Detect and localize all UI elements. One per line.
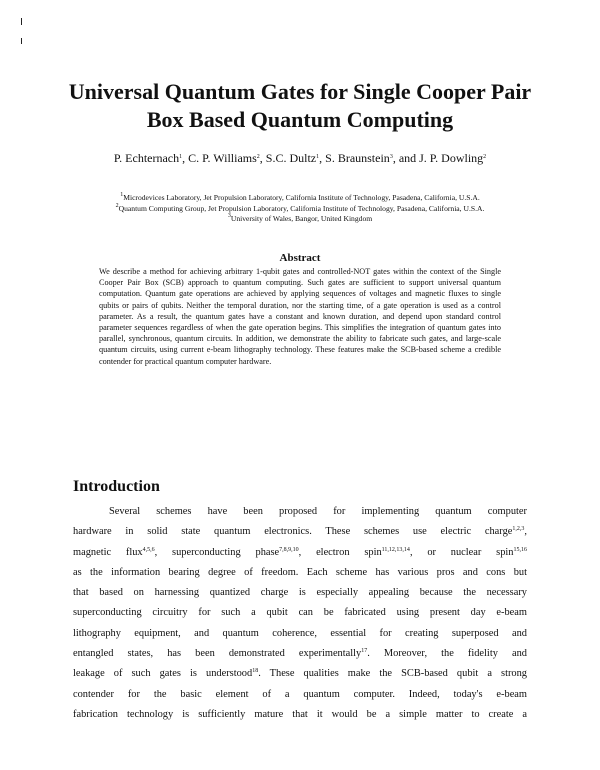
intro-text: . Moreover, the fidelity and [367,648,527,660]
title-line-2: Box Based Quantum Computing [146,107,454,132]
intro-line [73,664,527,684]
intro-line [73,543,527,563]
intro-text: hardware in solid state quantum electronics. These schemes use electric charge [73,526,513,538]
affiliation-text: Microdevices Laboratory, Jet Propulsion Laboratory, California Institute of Technology, Pasadena, California, U.S.A. [123,193,480,202]
affiliation-mark: 2 [115,202,119,209]
intro-line [73,603,527,623]
author-name: P. Echternach [113,151,180,165]
author-affiliation-mark: 2 [256,154,260,160]
introduction-body [73,502,527,725]
author-affiliation-mark: 1 [179,154,183,160]
author-name: S. Braunstein [325,151,390,165]
intro-line [73,502,527,522]
intro-text: as the information bearing degree of freedom. Each scheme has various pros and cons but [73,566,527,578]
author-name: J. P. Dowling [419,151,484,165]
intro-text: , electron spin [298,546,382,558]
intro-text: entangled states, has been demonstrated experimentally [73,648,362,660]
intro-line [73,583,527,603]
author-name: S.C. Dultz [265,151,317,165]
intro-line [73,522,527,542]
intro-text: , [524,526,527,538]
abstract-text: We describe a method for achieving arbitrary 1-qubit gates and controlled-NOT gates within the context of the Single Cooper Pair Box (SCB) approach to quantum computing. Such gates are sufficient to support universal quantum computation. Quantum gate operations are achieved by applying sequences of voltages and magnetic fluxes to single qubits or pairs of qubits. Neither the temporal duration, nor the starting time, of a gate operation is used as a control parameter. As a result, the quantum gates have a constant and known duration, and depend upon standard control parameter sequences regardless of when the gate operation begins. This simplifies the integration of quantum gates into parallel, synchronous, quantum circuits. In addition, we demonstrate the ability to fabricate such gates, and large-scale quantum circuits, using current e-beam lithography technology. These features make the SCB-based scheme a credible contender for practical quantum computer hardware. [99,267,501,366]
citation-ref: 17 [361,648,368,655]
citation-ref: 11,12,13,14 [381,546,410,553]
intro-line [73,624,527,644]
intro-text: . These qualities make the SCB-based qubit a strong [258,668,527,680]
introduction-heading: Introduction [73,478,160,495]
affiliation-text: University of Wales, Bangor, United Kingdom [230,214,373,223]
affiliation-text: Quantum Computing Group, Jet Propulsion Laboratory, California Institute of Technology, Pasadena, California, U.S.A. [118,203,485,213]
author-affiliation-mark: 3 [389,154,393,160]
affiliation-mark: 3 [227,213,231,219]
intro-text: fabrication technology is sufficiently mature that it would be a simple matter to create a [73,708,527,720]
citation-ref: 15,16 [513,546,527,553]
affiliation-line [40,204,560,215]
citation-ref: 1,2,3 [512,526,525,533]
author-separator: , [182,151,189,165]
intro-line [73,563,527,583]
intro-text: leakage of such gates is understood [73,668,253,680]
title-line-1: Universal Quantum Gates for Single Cooper Pair [68,79,532,104]
author-name: C. P. Williams [188,151,257,165]
intro-text: superconducting circuitry for such a qubit can be fabricated using present day e-beam [73,607,527,619]
paper-title [40,78,560,134]
scan-mark-top [21,18,22,25]
author-list [40,150,560,166]
intro-text: Several schemes have been proposed for implementing quantum computer [109,506,527,517]
intro-text: magnetic flux [73,546,143,558]
author-separator: , [319,151,326,165]
intro-text: , superconducting phase [154,546,280,558]
scan-mark-bottom [21,38,22,44]
intro-line [73,644,527,664]
affiliation-line [40,214,560,225]
affiliation-list [40,193,560,225]
intro-text: that based on harnessing quantized charge is especially appealing because the necessary [73,587,527,599]
citation-ref: 4,5,6 [142,546,155,553]
citation-ref: 7,8,9,10 [279,546,299,553]
abstract-heading: Abstract [279,252,321,264]
intro-text: contender for the basic element of a quantum computer. Indeed, today's e-beam [73,688,527,700]
intro-line [73,705,527,725]
intro-text: , or nuclear spin [409,546,514,558]
intro-line [73,685,527,705]
author-separator: , [259,151,266,165]
citation-ref: 18 [252,668,259,675]
author-separator: , and [392,151,420,165]
author-affiliation-mark: 2 [483,154,487,160]
author-affiliation-mark: 1 [316,154,320,160]
affiliation-mark: 1 [120,192,124,198]
intro-text: lithography equipment, and quantum coherence, essential for creating superposed and [73,627,527,639]
